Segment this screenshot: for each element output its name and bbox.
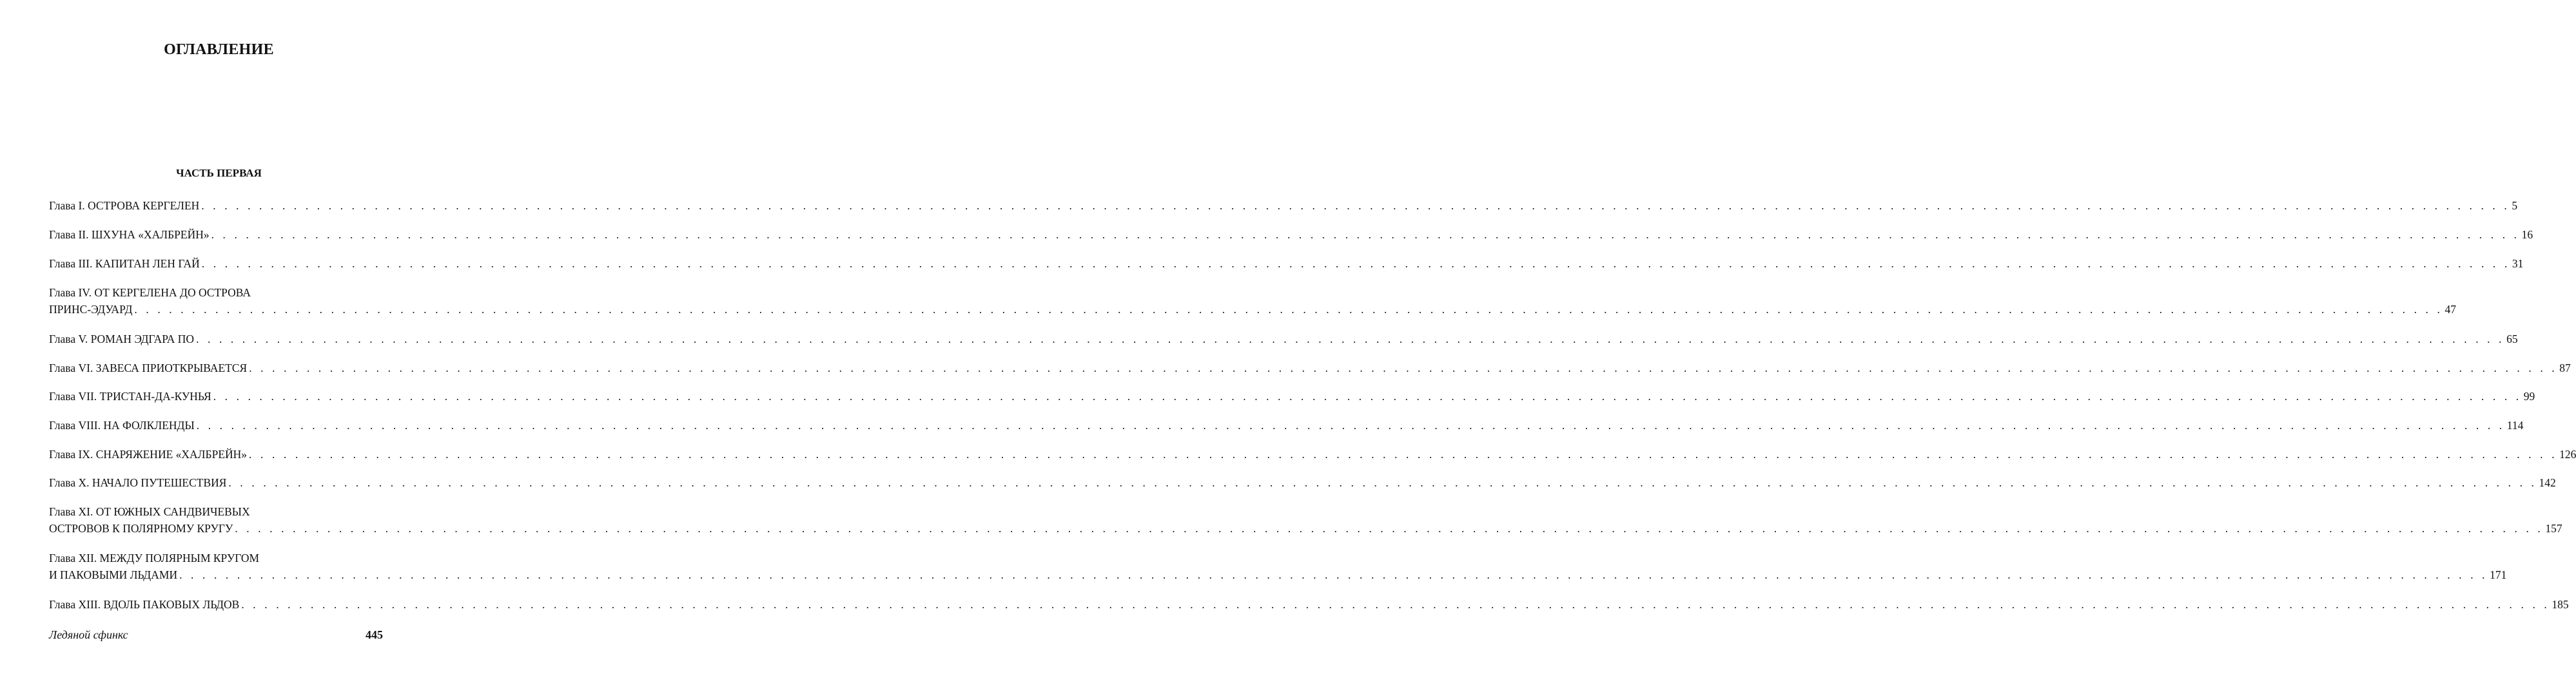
page-footer xyxy=(49,628,383,642)
toc-entry-line xyxy=(49,331,2518,347)
part-title: ЧАСТЬ ПЕРВАЯ xyxy=(176,167,262,179)
page-number: 445 xyxy=(366,628,383,641)
toc-entry-title: Глава III. КАПИТАН ЛЕН ГАЙ xyxy=(49,257,200,270)
running-footer-book-title: Ледяной сфинкс xyxy=(49,628,128,641)
toc-entry-line xyxy=(49,360,2571,376)
toc-entry[interactable] xyxy=(49,550,2507,583)
toc-entry-line xyxy=(49,566,2507,583)
toc-entry-line xyxy=(49,255,2524,272)
toc-entry-page-number: 65 xyxy=(2506,333,2518,345)
toc-entry[interactable] xyxy=(49,226,2533,243)
toc-entry-title: И ПАКОВЫМИ ЛЬДАМИ xyxy=(49,568,178,581)
toc-entry-page-number: 185 xyxy=(2552,598,2569,611)
dot-leader: . . . . . . . . . . . . . . . . . . . . . . . . . . . . . . . . . . . . . . . . . . . . . . . . . . . . . . . . . . . . . . . . . . . . . . . . . . . . . . . . . . . . . . . . . . . . . . . . . . . . . . . . . . . . . . . . . . . . . . . . . . . . . . . . . . . . . . . . . . . . . . . . . . . . . . . . . . . . . . . . . . . . . . . . . . . . . . . . . . . . . . . . . . . . . . . . . . . . . . . . xyxy=(196,333,2505,345)
toc-entry-title: Глава X. НАЧАЛО ПУТЕШЕСТВИЯ xyxy=(49,476,227,489)
toc-entry-line xyxy=(49,388,2535,405)
toc-entry-line xyxy=(49,417,2524,434)
toc-entry-title-line: Глава IV. ОТ КЕРГЕЛЕНА ДО ОСТРОВА xyxy=(49,286,251,299)
toc-entry[interactable] xyxy=(49,417,2524,434)
dot-leader: . . . . . . . . . . . . . . . . . . . . . . . . . . . . . . . . . . . . . . . . . . . . . . . . . . . . . . . . . . . . . . . . . . . . . . . . . . . . . . . . . . . . . . . . . . . . . . . . . . . . . . . . . . . . . . . . . . . . . . . . . . . . . . . . . . . . . . . . . . . . . . . . . . . . . . . . . . . . . . . . . . . . . . . . . . . . . . . . . . . . . . . . . . . . . . . . . . . . . . . . xyxy=(201,199,2510,212)
toc-entry-page-number: 126 xyxy=(2559,448,2576,461)
toc-entry-title: Глава IX. СНАРЯЖЕНИЕ «ХАЛБРЕЙН» xyxy=(49,448,248,461)
toc-entry[interactable] xyxy=(49,474,2556,491)
toc-entry[interactable] xyxy=(49,331,2518,347)
page-title: ОГЛАВЛЕНИЕ xyxy=(164,41,274,58)
dot-leader: . . . . . . . . . . . . . . . . . . . . . . . . . . . . . . . . . . . . . . . . . . . . . . . . . . . . . . . . . . . . . . . . . . . . . . . . . . . . . . . . . . . . . . . . . . . . . . . . . . . . . . . . . . . . . . . . . . . . . . . . . . . . . . . . . . . . . . . . . . . . . . . . . . . . . . . . . . . . . . . . . . . . . . . . . . . . . . . . . . . . . . . . . . . . . . . . . . . . . . . . xyxy=(235,522,2544,535)
dot-leader: . . . . . . . . . . . . . . . . . . . . . . . . . . . . . . . . . . . . . . . . . . . . . . . . . . . . . . . . . . . . . . . . . . . . . . . . . . . . . . . . . . . . . . . . . . . . . . . . . . . . . . . . . . . . . . . . . . . . . . . . . . . . . . . . . . . . . . . . . . . . . . . . . . . . . . . . . . . . . . . . . . . . . . . . . . . . . . . . . . . . . . . . . . . . . . . . . . . . . . . . xyxy=(179,568,2488,581)
toc-entry[interactable] xyxy=(49,596,2569,613)
dot-leader: . . . . . . . . . . . . . . . . . . . . . . . . . . . . . . . . . . . . . . . . . . . . . . . . . . . . . . . . . . . . . . . . . . . . . . . . . . . . . . . . . . . . . . . . . . . . . . . . . . . . . . . . . . . . . . . . . . . . . . . . . . . . . . . . . . . . . . . . . . . . . . . . . . . . . . . . . . . . . . . . . . . . . . . . . . . . . . . . . . . . . . . . . . . . . . . . . . . . . . . . xyxy=(196,419,2505,432)
toc-entry-page-number: 5 xyxy=(2512,199,2518,212)
dot-leader: . . . . . . . . . . . . . . . . . . . . . . . . . . . . . . . . . . . . . . . . . . . . . . . . . . . . . . . . . . . . . . . . . . . . . . . . . . . . . . . . . . . . . . . . . . . . . . . . . . . . . . . . . . . . . . . . . . . . . . . . . . . . . . . . . . . . . . . . . . . . . . . . . . . . . . . . . . . . . . . . . . . . . . . . . . . . . . . . . . . . . . . . . . . . . . . . . . . . . . . . xyxy=(249,448,2558,461)
toc-entry-title: Глава VIII. НА ФОЛКЛЕНДЫ xyxy=(49,419,195,432)
toc-entry-line xyxy=(49,474,2556,491)
toc-entry[interactable] xyxy=(49,197,2518,214)
toc-entry-page-number: 16 xyxy=(2521,228,2533,241)
toc-entry-page-number: 171 xyxy=(2490,568,2507,581)
dot-leader: . . . . . . . . . . . . . . . . . . . . . . . . . . . . . . . . . . . . . . . . . . . . . . . . . . . . . . . . . . . . . . . . . . . . . . . . . . . . . . . . . . . . . . . . . . . . . . . . . . . . . . . . . . . . . . . . . . . . . . . . . . . . . . . . . . . . . . . . . . . . . . . . . . . . . . . . . . . . . . . . . . . . . . . . . . . . . . . . . . . . . . . . . . . . . . . . . . . . . . . . xyxy=(249,362,2558,374)
toc-entry-line xyxy=(49,596,2569,613)
toc-entry-title: Глава VII. ТРИСТАН-ДА-КУНЬЯ xyxy=(49,390,211,403)
toc-entry-title: Глава I. ОСТРОВА КЕРГЕЛЕН xyxy=(49,199,200,212)
toc-entry-page-number: 31 xyxy=(2512,257,2524,270)
toc-entry-line xyxy=(49,197,2518,214)
toc-entry[interactable] xyxy=(49,255,2524,272)
toc-entry-page-number: 114 xyxy=(2506,419,2524,432)
dot-leader: . . . . . . . . . . . . . . . . . . . . . . . . . . . . . . . . . . . . . . . . . . . . . . . . . . . . . . . . . . . . . . . . . . . . . . . . . . . . . . . . . . . . . . . . . . . . . . . . . . . . . . . . . . . . . . . . . . . . . . . . . . . . . . . . . . . . . . . . . . . . . . . . . . . . . . . . . . . . . . . . . . . . . . . . . . . . . . . . . . . . . . . . . . . . . . . . . . . . . . . . xyxy=(134,303,2443,316)
toc-entry-page-number: 87 xyxy=(2559,362,2571,374)
toc-entry-line xyxy=(49,226,2533,243)
toc-entry[interactable] xyxy=(49,284,2456,318)
toc-entry-title: Глава XIII. ВДОЛЬ ПАКОВЫХ ЛЬДОВ xyxy=(49,598,240,611)
toc-entry-page-number: 142 xyxy=(2539,476,2556,489)
toc-entry[interactable] xyxy=(49,503,2562,537)
dot-leader: . . . . . . . . . . . . . . . . . . . . . . . . . . . . . . . . . . . . . . . . . . . . . . . . . . . . . . . . . . . . . . . . . . . . . . . . . . . . . . . . . . . . . . . . . . . . . . . . . . . . . . . . . . . . . . . . . . . . . . . . . . . . . . . . . . . . . . . . . . . . . . . . . . . . . . . . . . . . . . . . . . . . . . . . . . . . . . . . . . . . . . . . . . . . . . . . . . . . . . . . xyxy=(228,476,2537,489)
toc-entry-title: Глава VI. ЗАВЕСА ПРИОТКРЫВАЕТСЯ xyxy=(49,362,248,374)
dot-leader: . . . . . . . . . . . . . . . . . . . . . . . . . . . . . . . . . . . . . . . . . . . . . . . . . . . . . . . . . . . . . . . . . . . . . . . . . . . . . . . . . . . . . . . . . . . . . . . . . . . . . . . . . . . . . . . . . . . . . . . . . . . . . . . . . . . . . . . . . . . . . . . . . . . . . . . . . . . . . . . . . . . . . . . . . . . . . . . . . . . . . . . . . . . . . . . . . . . . . . . . xyxy=(211,228,2520,241)
toc-entry-title-line: Глава XII. МЕЖДУ ПОЛЯРНЫМ КРУГОМ xyxy=(49,552,260,564)
toc-entry-title: ПРИНС-ЭДУАРД xyxy=(49,303,133,316)
toc-entry[interactable] xyxy=(49,388,2535,405)
toc-entry-page-number: 157 xyxy=(2545,522,2562,535)
dot-leader: . . . . . . . . . . . . . . . . . . . . . . . . . . . . . . . . . . . . . . . . . . . . . . . . . . . . . . . . . . . . . . . . . . . . . . . . . . . . . . . . . . . . . . . . . . . . . . . . . . . . . . . . . . . . . . . . . . . . . . . . . . . . . . . . . . . . . . . . . . . . . . . . . . . . . . . . . . . . . . . . . . . . . . . . . . . . . . . . . . . . . . . . . . . . . . . . . . . . . . . . xyxy=(213,390,2522,403)
toc-entry[interactable] xyxy=(49,446,2576,463)
toc-entry[interactable] xyxy=(49,360,2571,376)
toc-entry-line xyxy=(49,520,2562,537)
toc-entry-page-number: 99 xyxy=(2523,390,2535,403)
dot-leader: . . . . . . . . . . . . . . . . . . . . . . . . . . . . . . . . . . . . . . . . . . . . . . . . . . . . . . . . . . . . . . . . . . . . . . . . . . . . . . . . . . . . . . . . . . . . . . . . . . . . . . . . . . . . . . . . . . . . . . . . . . . . . . . . . . . . . . . . . . . . . . . . . . . . . . . . . . . . . . . . . . . . . . . . . . . . . . . . . . . . . . . . . . . . . . . . . . . . . . . . xyxy=(201,257,2510,270)
toc-entry-line xyxy=(49,446,2576,463)
toc-entry-title: ОСТРОВОВ К ПОЛЯРНОМУ КРУГУ xyxy=(49,522,233,535)
toc-entry-title: Глава V. РОМАН ЭДГАРА ПО xyxy=(49,333,195,345)
toc-entry-line xyxy=(49,301,2456,318)
toc-entry-title-line: Глава XI. ОТ ЮЖНЫХ САНДВИЧЕВЫХ xyxy=(49,505,250,518)
dot-leader: . . . . . . . . . . . . . . . . . . . . . . . . . . . . . . . . . . . . . . . . . . . . . . . . . . . . . . . . . . . . . . . . . . . . . . . . . . . . . . . . . . . . . . . . . . . . . . . . . . . . . . . . . . . . . . . . . . . . . . . . . . . . . . . . . . . . . . . . . . . . . . . . . . . . . . . . . . . . . . . . . . . . . . . . . . . . . . . . . . . . . . . . . . . . . . . . . . . . . . . . xyxy=(241,598,2550,611)
toc-entry-page-number: 47 xyxy=(2444,303,2456,316)
toc-entry-title: Глава II. ШХУНА «ХАЛБРЕЙН» xyxy=(49,228,210,241)
